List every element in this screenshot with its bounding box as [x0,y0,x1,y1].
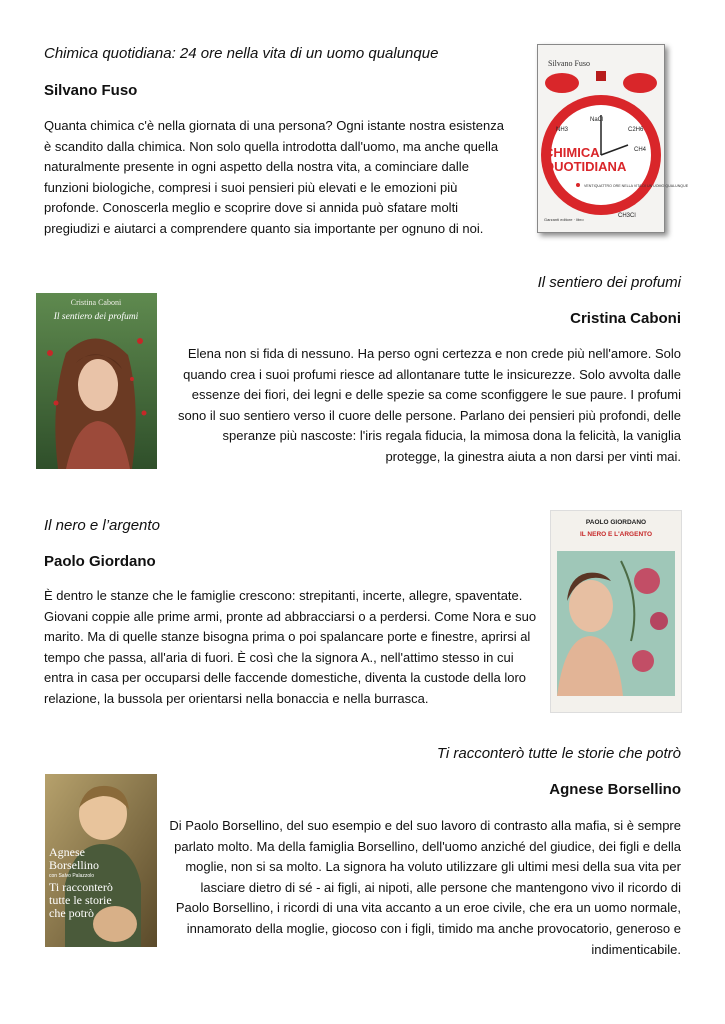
book-cover-chimica-quotidiana [537,44,689,233]
book-author: Agnese Borsellino [549,781,681,798]
book-title: Chimica quotidiana: 24 ore nella vita di un uomo qualunque [44,45,439,62]
cover-subtitle: VENTIQUATTRO ORE NELLA VITA DI UN UOMO QUALUNQUE [584,184,689,188]
cover-author: Silvano Fuso [548,59,591,68]
cover-title: che potrò [49,906,94,920]
book-description: Elena non si fida di nessuno. Ha perso ogni certezza e non crede più nell'amore. Solo quando crea i suoi profumi riesce ad allontanare tutte le insicurezze. Solo avvolta dalle essenze dei fiori, dei legni e delle spezie sa come sconfiggere le sue paure. I profumi sono il suo sentiero verso il cuore delle persone. Parlano dei pensieri più profondi, delle speranze più nascoste: l'iris regala fiducia, la mimosa dona la felicità, la vaniglia protegge, la ginestra aiuta a non darsi per vinti mai. [178,346,681,464]
cover-formula: CH4 [634,147,647,153]
cover-formula: CH3Cl [618,213,636,219]
book-title: Il sentiero dei profumi [537,274,681,291]
cover-title: IL NERO E L'ARGENTO [579,531,653,538]
book-description: Quanta chimica c'è nella giornata di una persona? Ogni istante nostra esistenza è scandito dalla chimica. Non solo quella introdotta dall'uomo, ma anche quella naturalmente presente in ogni aspetto della nostra vita, a cominciare dalle funzioni biologiche, compresi i suoi pensieri più elevati e le emozioni più profonde. Conoscerla meglio e scoprire dove si annida può sfatare molti pregiudizi e aiutarci a comprendere quanto sia importante per ognuno di noi. [44,118,504,236]
book-title: Ti racconterò tutte le storie che potrò [436,745,681,762]
book-author: Cristina Caboni [570,310,681,327]
cover-publisher: Garzanti editore · libro [544,217,584,222]
woman-flowers-illustration [551,511,681,712]
book-description: Di Paolo Borsellino, del suo esempio e del suo lavoro di contrasto alla mafia, si è sempre parlato molto. Ma della famiglia Borsellino, dell'uomo anziché del giudice, dei figli e della moglie, non si sa molto. La signora ha voluto utilizzare gli ultimi mesi della sua vita per lasciare dietro di sé - ai figli, ai nipoti, alle persone che mantengono vivo il ricordo di Paolo Borsellino, i ricordi di una vita accanto a un eroe civile, che era un uomo normale, innamorato della moglie, giocoso con i figli, timido ma anche provocatorio, generoso e indimenticabile. [169,818,681,957]
cover-title: tutte le storie [49,893,112,907]
cover-title: CHIMICA [544,145,600,160]
cover-title: Ti racconterò [49,880,113,894]
woman-portrait-illustration [36,293,157,469]
cover-formula: NaCl [590,117,604,123]
book-cover-il-nero-e-largento [550,510,682,713]
cover-author: Borsellino [49,858,99,872]
book-title: Il nero e l’argento [44,517,160,534]
book-cover-sentiero-dei-profumi [36,293,157,469]
alarm-clock-illustration [538,45,689,232]
cover-formula: NH3 [556,127,569,133]
cover-title: QUOTIDIANA [544,159,627,174]
book-description: È dentro le stanze che le famiglie crescono: strepitanti, incerte, allegre, spaventate. Giovani coppie alle prime armi, pronte ad abbracciarsi o a perdersi. Come Nora e suo marito. Ma di quelle stanze bisogna prima o poi spalancare porte e finestre, aprirsi al tempo che passa, all'aria di fuori. È così che la signora A., nell'attimo stesso in cui entra in casa per occuparsi delle faccende domestiche, diventa la custode della loro relazione, la bussola per orientarsi nella bonaccia e nella burrasca. [44,588,537,706]
cover-author: Cristina Caboni [70,298,122,307]
cover-coauthor: con Salvo Palazzolo [49,873,95,879]
book-author: Paolo Giordano [44,553,156,570]
cover-formula: C2H6 [628,127,644,133]
cover-author: Agnese [49,845,85,859]
cover-author: PAOLO GIORDANO [585,519,647,526]
child-father-photo-illustration [45,774,157,947]
cover-title: Il sentiero dei profumi [53,312,139,322]
book-author: Silvano Fuso [44,82,138,99]
book-cover-ti-raccontero [45,774,157,947]
